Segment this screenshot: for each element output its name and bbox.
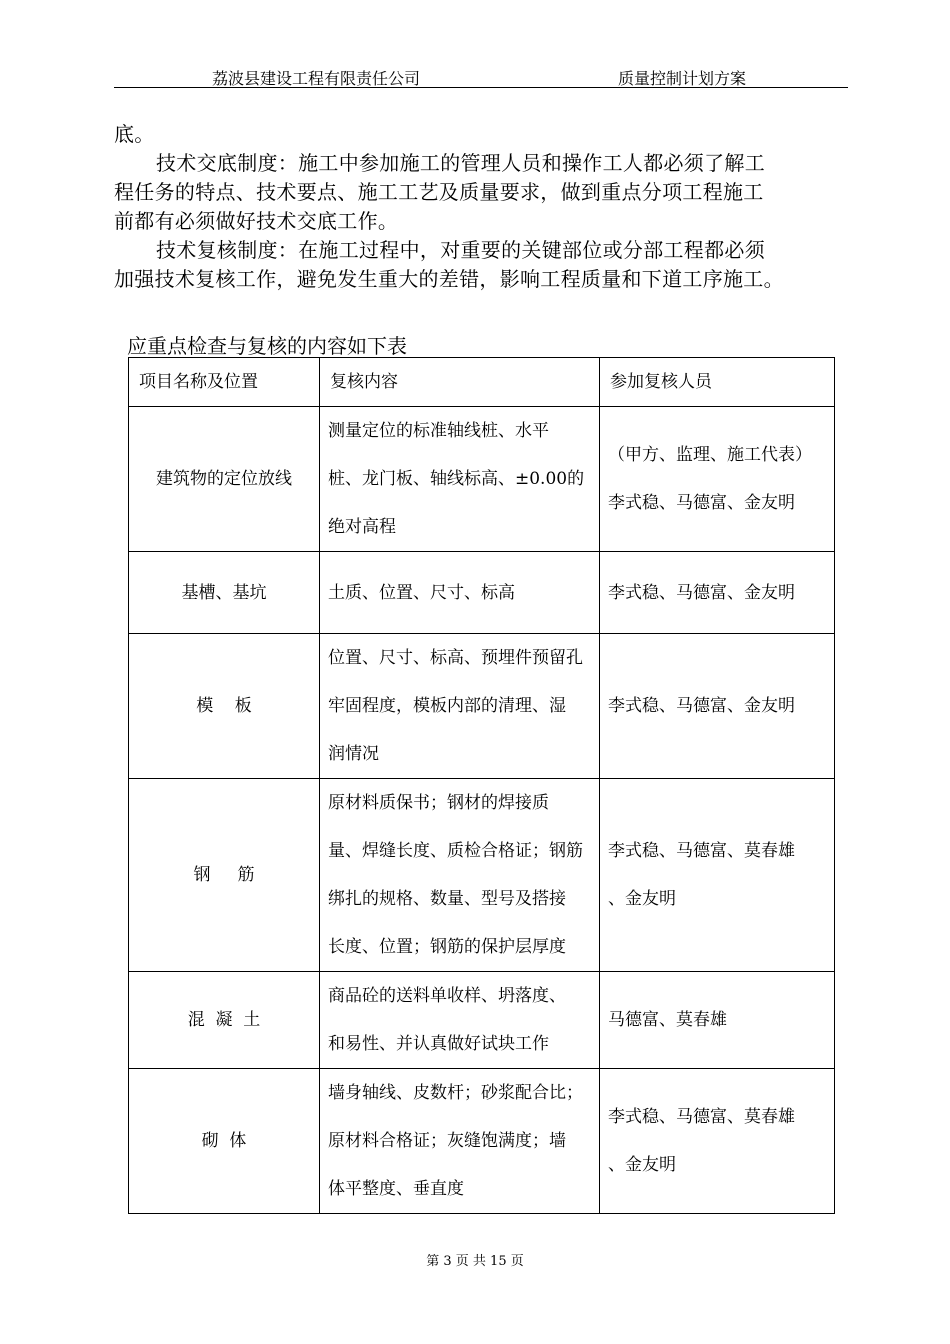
content-line: 原材料质保书；钢材的焊接质 [328,793,549,813]
table-row [129,1069,835,1214]
row-item: 基槽、基坑 [129,552,320,634]
row-content [320,972,600,1069]
row-item: 砌 体 [129,1069,320,1214]
people-line: 、金友明 [608,1155,676,1175]
row-people [600,552,835,634]
people-line: 李式稳、马德富、金友明 [608,582,795,603]
paragraph-continuation: 底。 [114,122,155,146]
content-line: 原材料合格证；灰缝饱满度；墙 [328,1131,566,1151]
header-item: 项目名称及位置 [129,358,320,407]
people-line: 马德富、莫春雄 [608,1010,727,1030]
table-caption: 应重点检查与复核的内容如下表 [127,334,407,358]
row-content [320,407,600,552]
people-line: 李式稳、马德富、莫春雄 [608,1107,795,1127]
content-line: 绝对高程 [328,517,396,537]
row-people [600,779,835,972]
paragraph-tech-briefing-line2: 程任务的特点、技术要点、施工工艺及质量要求，做到重点分项工程施工 [114,180,764,204]
people-line: （甲方、监理、施工代表） [608,445,812,465]
table-row [129,552,835,634]
content-line: 量、焊缝长度、质检合格证；钢筋 [328,841,583,861]
body-text [114,120,874,294]
content-line: 体平整度、垂直度 [328,1179,464,1199]
content-line: 商品砼的送料单收样、坍落度、 [328,986,566,1006]
content-line: 位置、尺寸、标高、预埋件预留孔 [328,648,583,668]
row-item: 混 凝 土 [129,972,320,1069]
table-row [129,634,835,779]
people-line: 李式稳、马德富、莫春雄 [608,841,795,861]
row-people [600,1069,835,1214]
content-line: 桩、龙门板、轴线标高、±0.00的 [328,469,585,489]
content-line: 牢固程度，模板内部的清理、湿 [328,696,566,716]
table-row [129,779,835,972]
row-item: 钢 筋 [129,779,320,972]
row-item: 模 板 [129,634,320,779]
paragraph-tech-briefing-line1: 技术交底制度：施工中参加施工的管理人员和操作工人都必须了解工 [156,151,765,175]
content-line: 和易性、并认真做好试块工作 [328,1034,549,1054]
row-content [320,1069,600,1214]
content-line: 绑扎的规格、数量、型号及搭接 [328,889,566,909]
content-line: 墙身轴线、皮数杆；砂浆配合比； [328,1083,583,1103]
row-people [600,407,835,552]
content-line: 土质、位置、尺寸、标高 [328,582,515,603]
row-people [600,634,835,779]
people-line: 李式稳、马德富、金友明 [608,696,795,716]
content-line: 润情况 [328,744,379,764]
row-content [320,634,600,779]
paragraph-tech-briefing-line3: 前都有必须做好技术交底工作。 [114,209,399,233]
header-doc-title: 质量控制计划方案 [618,69,747,88]
page-number: 第 3 页 共 15 页 [426,1254,524,1269]
content-line: 长度、位置；钢筋的保护层厚度 [328,937,566,957]
row-content [320,779,600,972]
header-content: 复核内容 [320,358,600,407]
table-header-row [129,358,835,407]
review-table [128,357,835,1214]
row-content [320,552,600,634]
header-company: 荔波县建设工程有限责任公司 [212,69,421,88]
row-people [600,972,835,1069]
paragraph-tech-review-line1: 技术复核制度：在施工过程中，对重要的关键部位或分部工程都必须 [156,238,765,262]
header-rule [114,87,848,88]
table-row [129,972,835,1069]
paragraph-tech-review-line2: 加强技术复核工作，避免发生重大的差错，影响工程质量和下道工序施工。 [114,267,784,291]
content-line: 测量定位的标准轴线桩、水平 [328,421,549,441]
people-line: 、金友明 [608,889,676,909]
table-row [129,407,835,552]
row-item: 建筑物的定位放线 [129,407,320,552]
people-line: 李式稳、马德富、金友明 [608,493,795,513]
header-people: 参加复核人员 [600,358,835,407]
